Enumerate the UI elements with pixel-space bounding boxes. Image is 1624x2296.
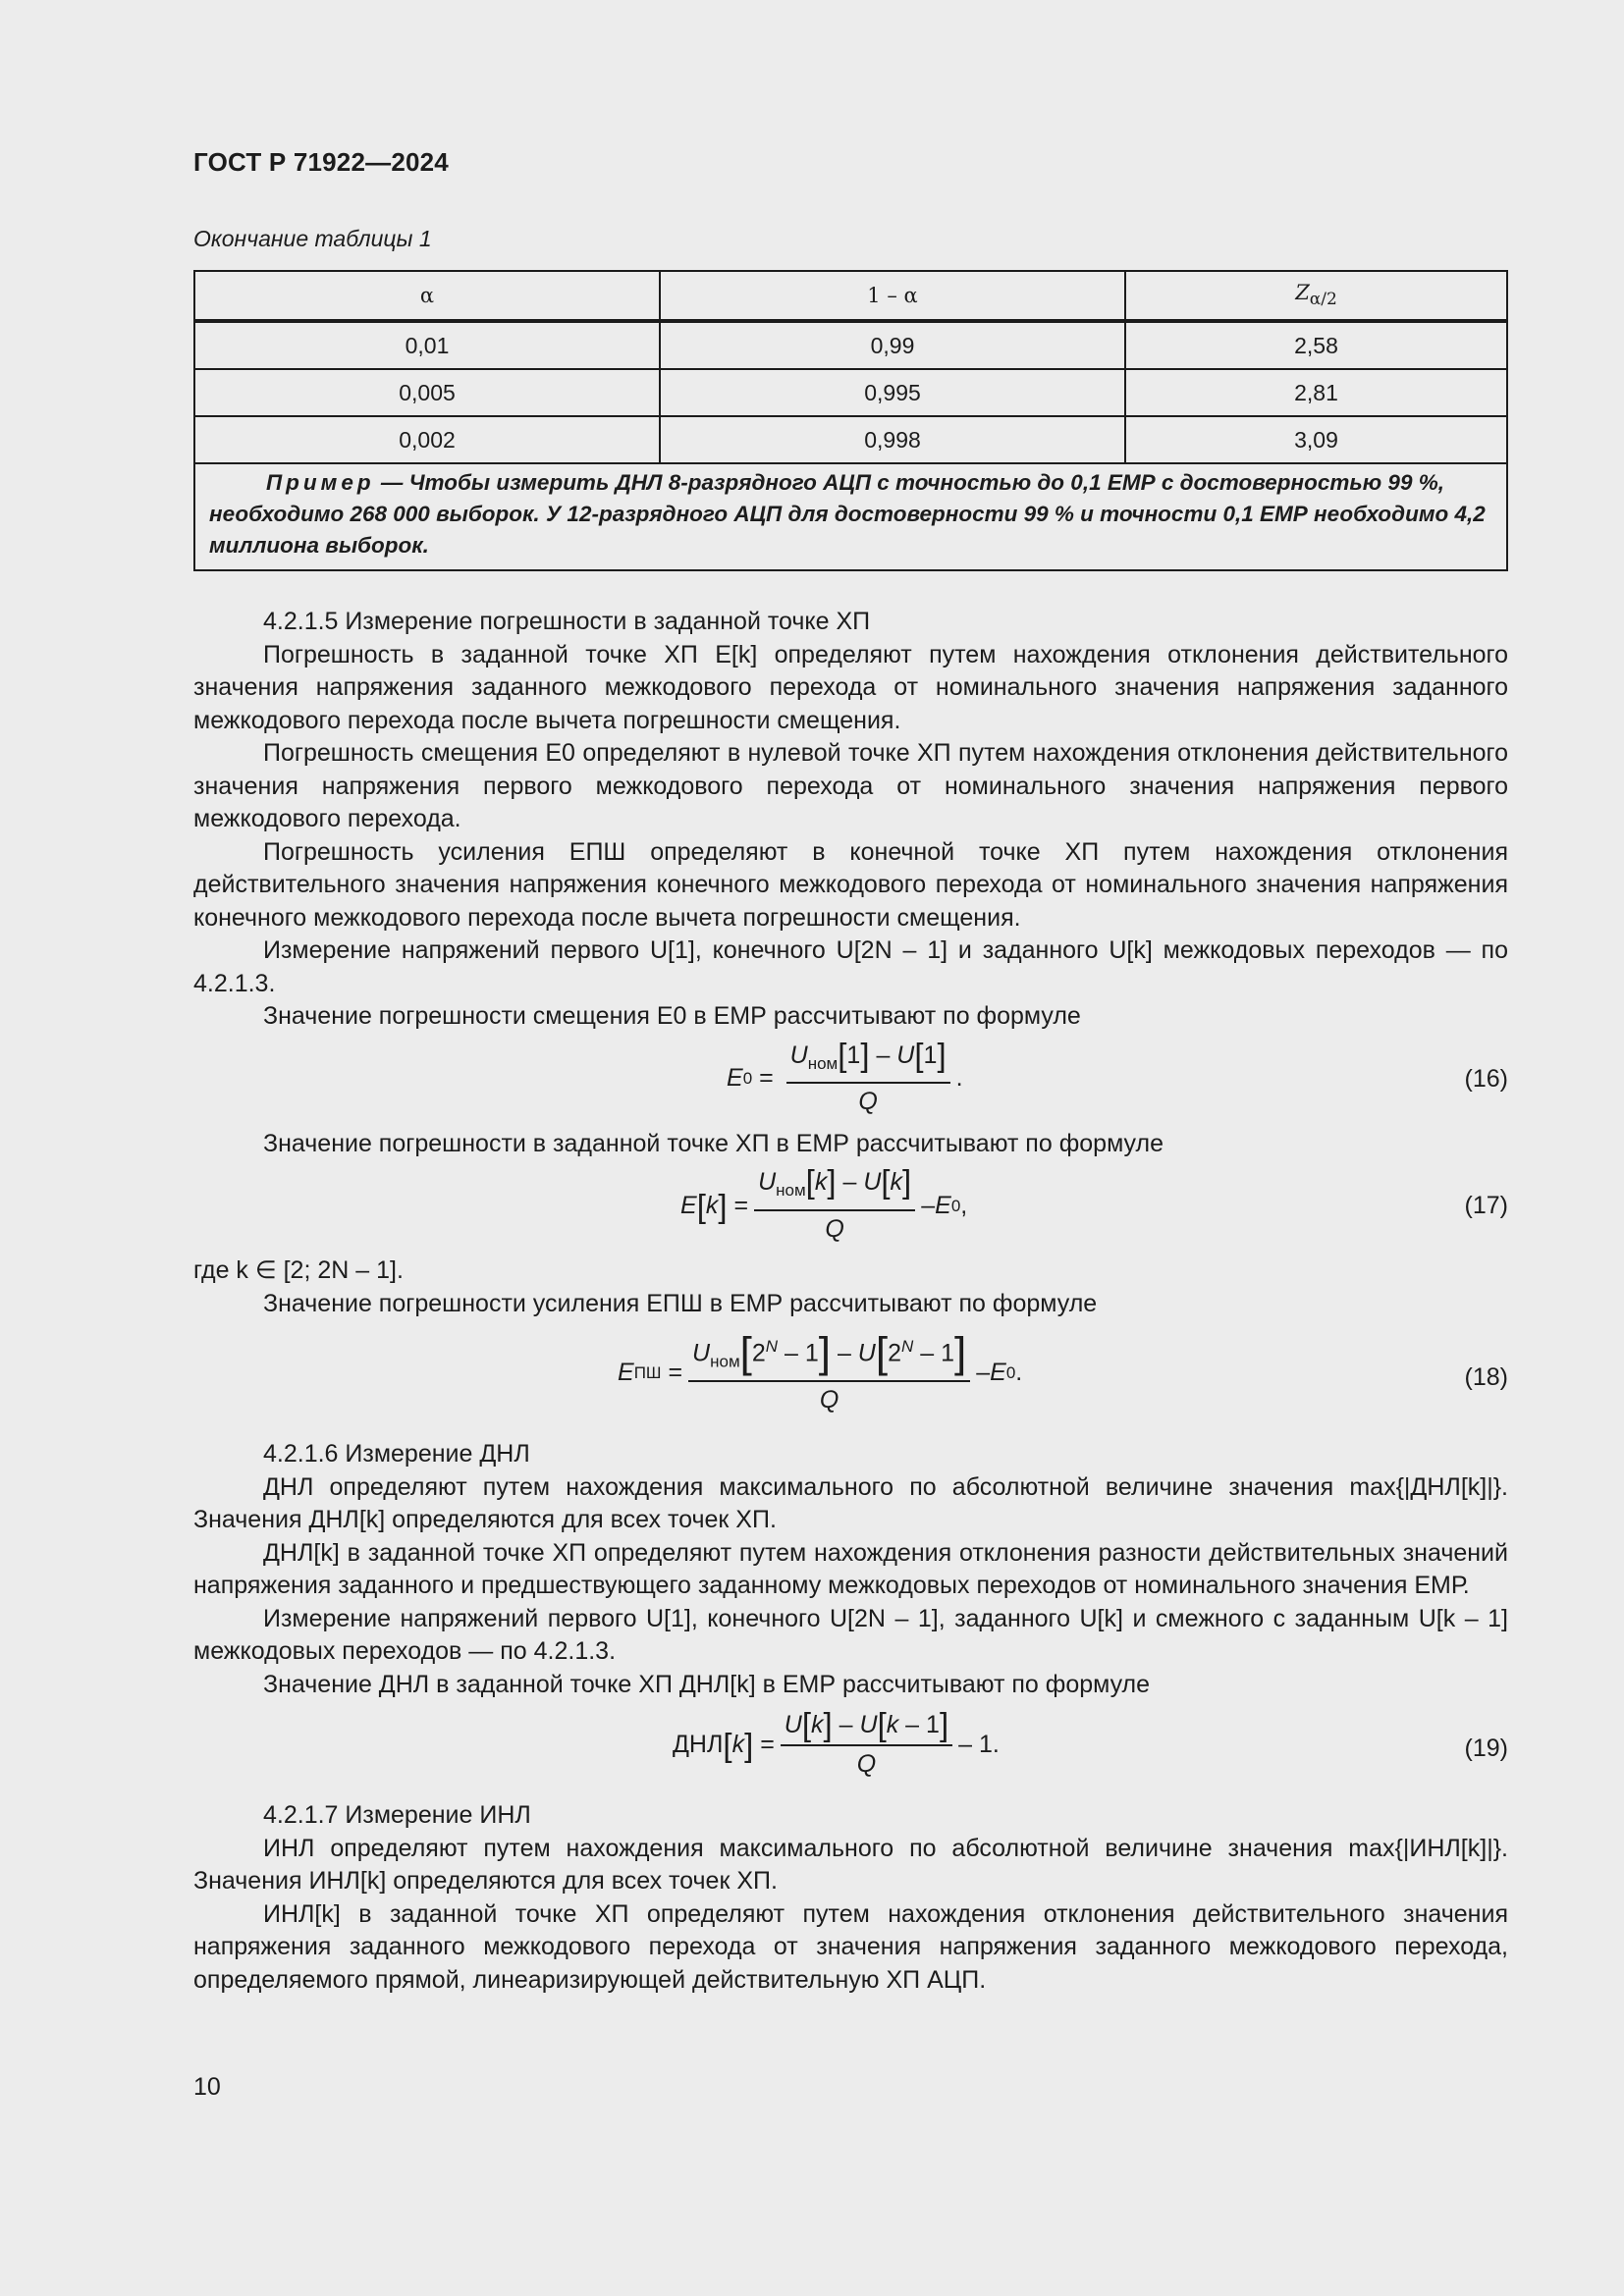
paragraph: Значение погрешности усиления EПШ в ЕМР рассчитывают по формуле: [263, 1289, 1098, 1317]
paragraph: Погрешность усиления EПШ определяют в конечной точке ХП путем нахождения отклонения действительного значения напряжения конечного межкодового перехода от номинального значения напряжения конечного межкодового перехода после вычета погрешности смещения.: [193, 837, 1508, 932]
section-title-4-2-1-7: 4.2.1.7 Измерение ИНЛ: [263, 1801, 531, 1829]
formula-19-body: ДНЛ [ k ] = $\frac{U[k] - U[k - 1]}{Q}$ – 1.: [673, 1706, 1000, 1778]
formula-19: [193, 1701, 1508, 1799]
table-cell: 0,995: [660, 369, 1125, 416]
document-header: ГОСТ Р 71922—2024: [193, 147, 449, 177]
main-text: [193, 606, 1508, 1997]
table-note: [194, 463, 1507, 570]
formula-18-number: (18): [1464, 1363, 1508, 1391]
table-1: [193, 270, 1508, 571]
paragraph: ИНЛ[k] в заданной точке ХП определяют путем нахождения отклонения действительного значения напряжения заданного межкодового перехода от значения напряжения заданного межкодового перехода, определяемого прямой, линеаризирующей действительную ХП АЦП.: [193, 1899, 1508, 1994]
table-note-row: [194, 463, 1507, 570]
paragraph: где k ∈ [2; 2N – 1].: [193, 1256, 404, 1284]
note-label: Пример: [266, 470, 375, 495]
table-cell: 2,58: [1125, 321, 1507, 369]
formula-16-number: (16): [1464, 1064, 1508, 1093]
table-header-row: [194, 271, 1507, 321]
z-symbol: Z: [1295, 281, 1310, 305]
paragraph: Значение погрешности смещения E0 в ЕМР рассчитывают по формуле: [263, 1002, 1081, 1030]
table-cell: 2,81: [1125, 369, 1507, 416]
formula-16: [193, 1034, 1508, 1128]
paragraph: ИНЛ определяют путем нахождения максимального по абсолютной величине значения max{|ИНЛ[k]|}. Значения ИНЛ[k] определяются для всех точек ХП.: [193, 1834, 1508, 1895]
table-cell: 0,005: [194, 369, 660, 416]
table-cell: 0,99: [660, 321, 1125, 369]
formula-17-number: (17): [1464, 1192, 1508, 1219]
formula-19-number: (19): [1464, 1735, 1508, 1762]
column-header-z: [1125, 271, 1507, 321]
paragraph: Значение ДНЛ в заданной точке ХП ДНЛ[k] в ЕМР рассчитывают по формуле: [263, 1670, 1151, 1698]
section-title-4-2-1-6: 4.2.1.6 Измерение ДНЛ: [263, 1440, 530, 1468]
page-number: 10: [193, 2073, 221, 2101]
paragraph: Погрешность в заданной точке ХП E[k] определяют путем нахождения отклонения действительного значения напряжения заданного межкодового перехода от номинального значения напряжения заданного межкодового перехода после вычета погрешности смещения.: [193, 640, 1508, 734]
table-row: [194, 416, 1507, 463]
formula-18: [193, 1320, 1508, 1438]
table-cell: 3,09: [1125, 416, 1507, 463]
paragraph: ДНЛ определяют путем нахождения максимального по абсолютной величине значения max{|ДНЛ[k]|}. Значения ДНЛ[k] определяются для всех точек ХП.: [193, 1472, 1508, 1533]
column-header-alpha: α: [194, 271, 660, 321]
formula-16-body: E 0 = $\frac{U_{ном}[1] - U[1]}{Q}$ .: [727, 1036, 963, 1115]
table-row: [194, 321, 1507, 369]
formula-17: [193, 1160, 1508, 1255]
z-subscript: α/2: [1309, 290, 1337, 310]
column-header-one-minus-alpha: 1 – α: [660, 271, 1125, 321]
table-cell: 0,002: [194, 416, 660, 463]
formula-18-body: E ПШ = $\frac{U_{ном}[2^N - 1] - U[2^N - 1]}{Q}$ – E 0 .: [618, 1328, 1023, 1414]
formula-17-body: E [ k ] = $\frac{U_{ном}[k] - U[k]}{Q}$ – E 0 ,: [680, 1163, 968, 1243]
table-cell: 0,998: [660, 416, 1125, 463]
table-caption: Окончание таблицы 1: [193, 226, 432, 251]
paragraph: ДНЛ[k] в заданной точке ХП определяют путем нахождения отклонения разности действительных значений напряжения заданного и предшествующего заданному межкодовых переходов от номинального значения ЕМР.: [193, 1538, 1508, 1599]
table-row: [194, 369, 1507, 416]
paragraph: Измерение напряжений первого U[1], конечного U[2N – 1] и заданного U[k] межкодовых переходов — по 4.2.1.3.: [193, 936, 1508, 997]
paragraph: Погрешность смещения E0 определяют в нулевой точке ХП путем нахождения отклонения действительного значения напряжения первого межкодового перехода от номинального значения напряжения первого межкодового перехода.: [193, 739, 1508, 832]
section-title-4-2-1-5: 4.2.1.5 Измерение погрешности в заданной точке ХП: [263, 608, 871, 635]
paragraph: Измерение напряжений первого U[1], конечного U[2N – 1], заданного U[k] и смежного с заданным U[k – 1] межкодовых переходов — по 4.2.1.3.: [193, 1604, 1508, 1665]
paragraph: Значение погрешности в заданной точке ХП в ЕМР рассчитывают по формуле: [263, 1129, 1164, 1157]
table-cell: 0,01: [194, 321, 660, 369]
note-text: — Чтобы измерить ДНЛ 8-разрядного АЦП с точностью до 0,1 ЕМР с достоверностью 99 %, необходимо 268 000 выборок. У 12-разрядного АЦП для достоверности 99 % и точности 0,1 ЕМР необходимо 4,2 миллиона выборок.: [209, 470, 1486, 558]
